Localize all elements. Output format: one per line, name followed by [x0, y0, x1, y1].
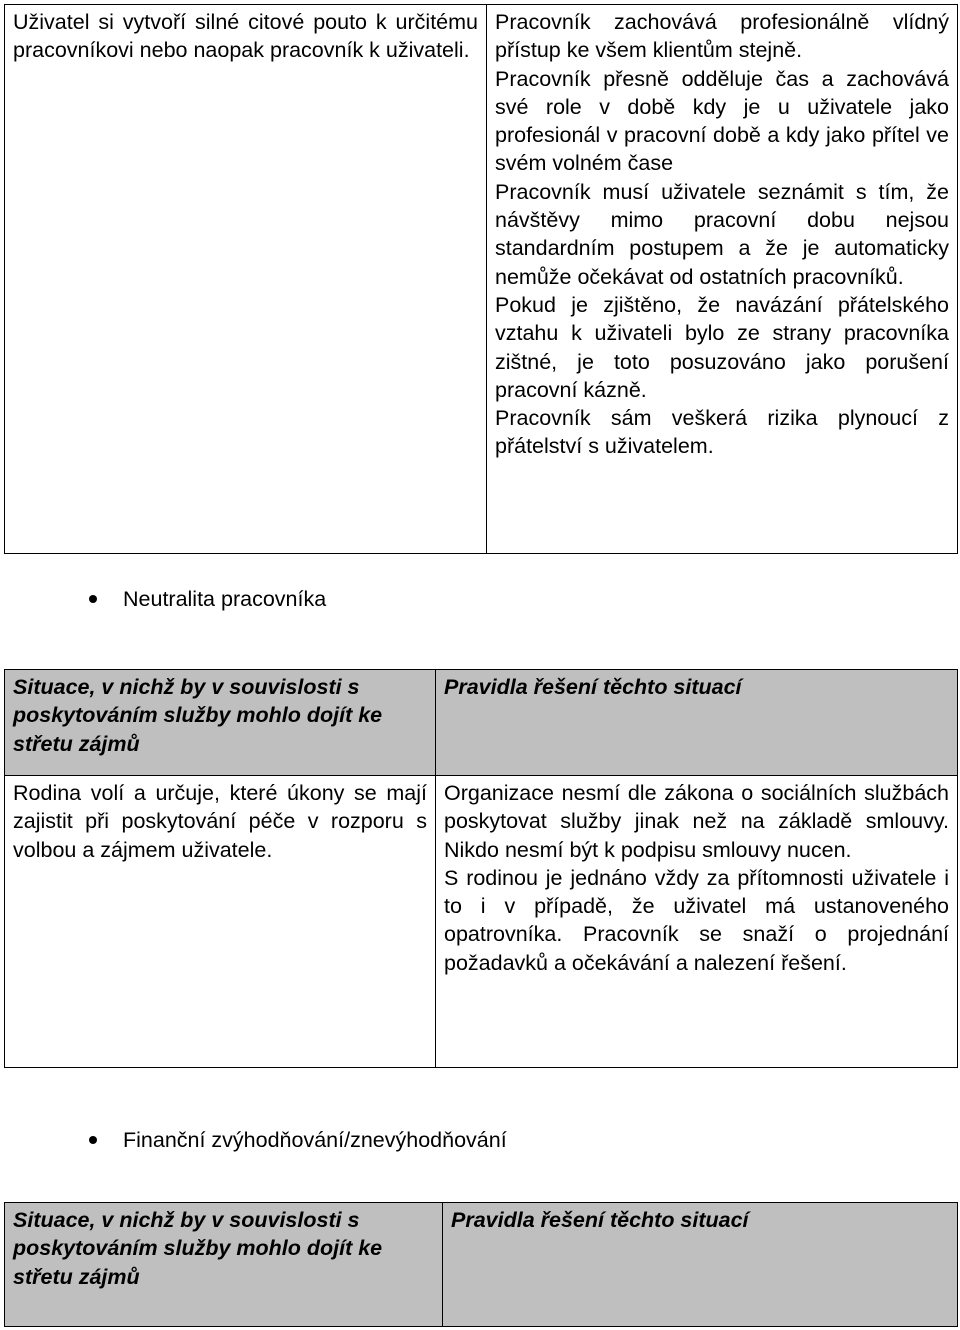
header-text: Pravidla řešení těchto situací	[451, 1208, 749, 1232]
header-cell-rules	[443, 1203, 958, 1327]
rule-paragraph: S rodinou je jednáno vždy za přítomnosti uživatele i to i v případě, že uživatel má ustanoveného opatrovníka. Pracovník se snaží o projednání požadavků a očekávání a nalezení řešení.	[444, 865, 949, 975]
table-friendship-rules	[4, 4, 958, 554]
table-row	[5, 776, 958, 1068]
header-cell-situation	[5, 1203, 443, 1327]
situation-cell	[5, 5, 487, 554]
rule-paragraph: Pracovník musí uživatele seznámit s tím, že návštěvy mimo pracovní dobu nejsou standardním postupem a že je automaticky nemůže očekávat od ostatních pracovníků.	[495, 179, 949, 289]
table-header-row	[5, 670, 958, 776]
bullet-dot-icon	[89, 595, 97, 603]
table-neutrality	[4, 669, 958, 1068]
rules-cell	[487, 5, 958, 554]
header-cell-rules	[436, 670, 958, 776]
situation-text: Rodina volí a určuje, které úkony se mají zajistit při poskytování péče v rozporu s volbou a zájmem uživatele.	[13, 781, 427, 862]
table-financial	[4, 1202, 958, 1327]
rule-paragraph: Pracovník sám veškerá rizika plynoucí z přátelství s uživatelem.	[495, 406, 949, 459]
section-heading-text: Finanční zvýhodňování/znevýhodňování	[123, 1128, 507, 1152]
section-heading-financial	[89, 1126, 507, 1154]
situation-cell	[5, 776, 436, 1068]
table-row	[5, 5, 958, 554]
section-heading-neutrality	[89, 585, 326, 613]
header-text: Situace, v nichž by v souvislosti s poskytováním služby mohlo dojít ke střetu zájmů	[13, 675, 383, 756]
rule-paragraph: Organizace nesmí dle zákona o sociálních službách poskytovat služby jinak než na základě smlouvy. Nikdo nesmí být k podpisu smlouvy nucen.	[444, 781, 949, 862]
header-text: Pravidla řešení těchto situací	[444, 675, 742, 699]
header-text: Situace, v nichž by v souvislosti s poskytováním služby mohlo dojít ke střetu zájmů	[13, 1208, 383, 1289]
bullet-dot-icon	[89, 1136, 97, 1144]
situation-text: Uživatel si vytvoří silné citové pouto k určitému pracovníkovi nebo naopak pracovník k uživateli.	[13, 10, 478, 63]
header-cell-situation	[5, 670, 436, 776]
section-heading-text: Neutralita pracovníka	[123, 587, 327, 611]
rules-cell	[436, 776, 958, 1068]
table-header-row	[5, 1203, 958, 1327]
rule-paragraph: Pracovník přesně odděluje čas a zachovává své role v době kdy je u uživatele jako profesionál v pracovní době a kdy jako přítel ve svém volném čase	[495, 66, 949, 176]
rule-paragraph: Pokud je zjištěno, že navázání přátelského vztahu k uživateli bylo ze strany pracovníka zištné, je toto posuzováno jako porušení pracovní kázně.	[495, 292, 949, 402]
rule-paragraph: Pracovník zachovává profesionálně vlídný přístup ke všem klientům stejně.	[495, 10, 949, 63]
